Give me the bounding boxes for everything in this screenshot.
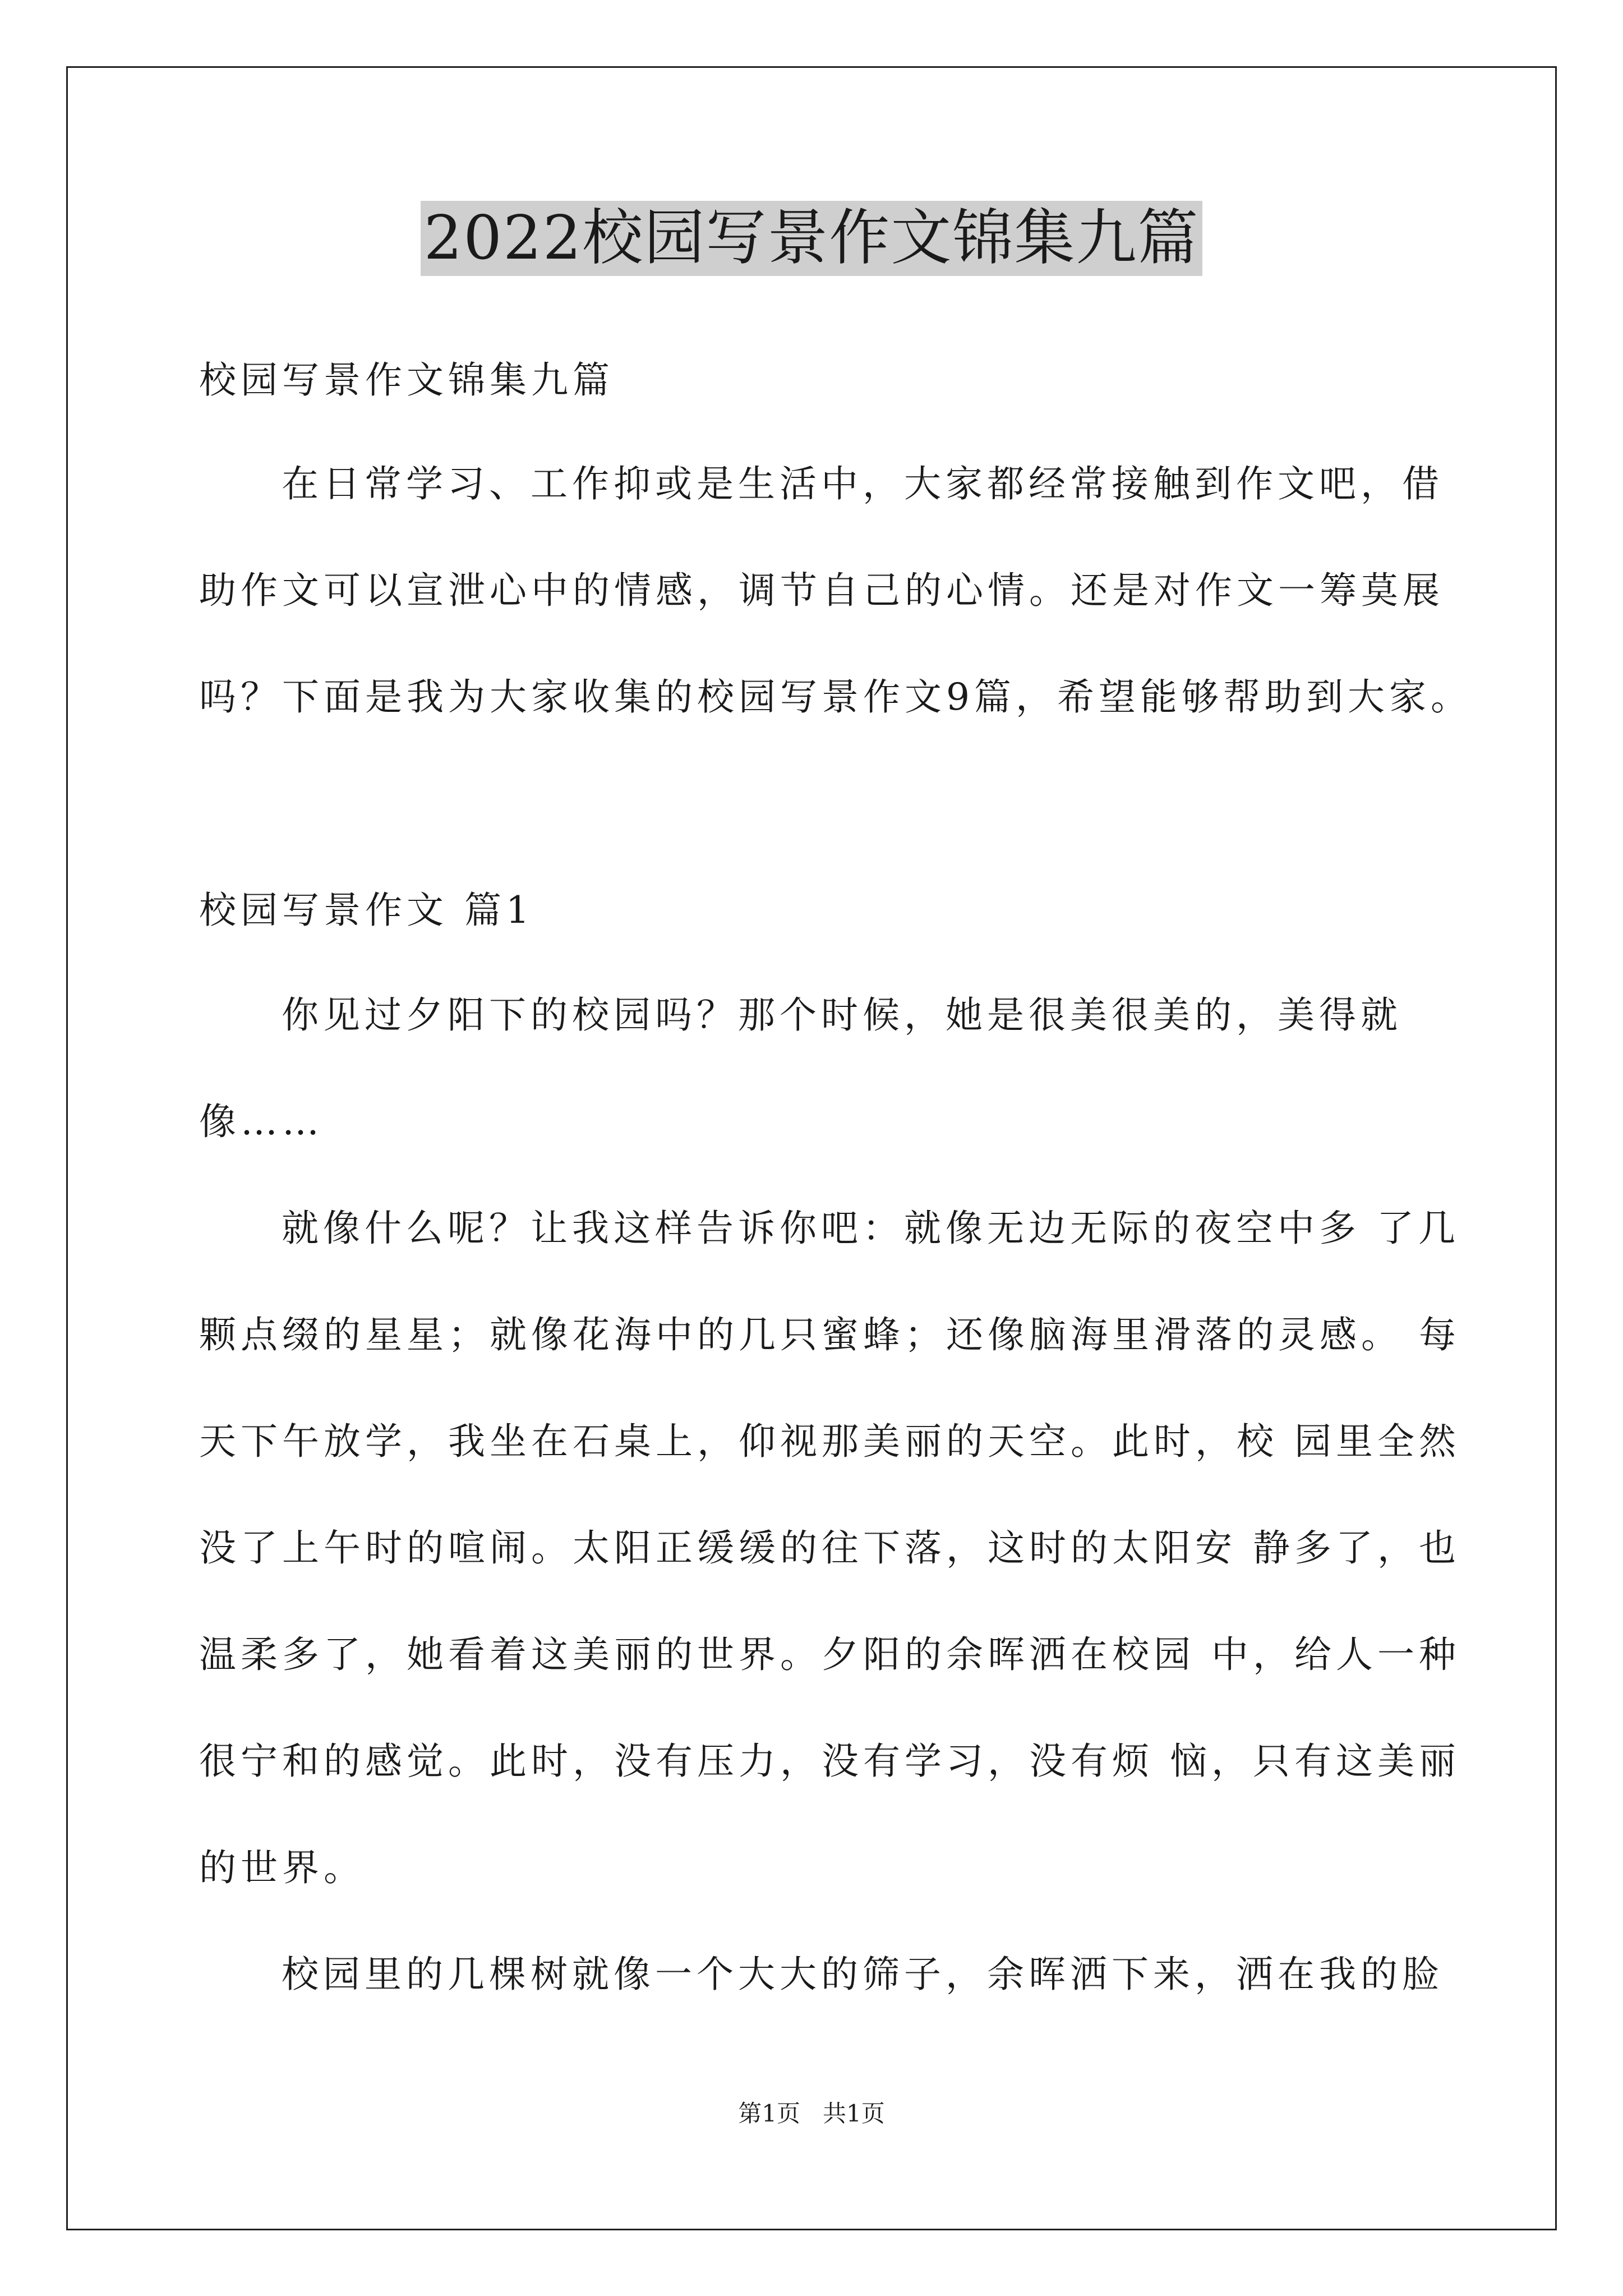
title-container [0, 201, 1623, 276]
paragraph-line: 温柔多了，她看着这美丽的世界。夕阳的余晖洒在校园 中，给人一种 [199, 1633, 1460, 1676]
paragraph-line: 像…… [199, 1100, 324, 1143]
paragraph-line: 天下午放学，我坐在石桌上，仰视那美丽的天空。此时，校 园里全然 [199, 1420, 1460, 1463]
paragraph-line: 校园里的几棵树就像一个大大的筛子，余晖洒下来，洒在我的脸 [282, 1953, 1444, 1996]
paragraph-line: 颗点缀的星星；就像花海中的几只蜜蜂；还像脑海里滑落的灵感。 每 [199, 1313, 1460, 1356]
subtitle-line: 校园写景作文锦集九篇 [199, 358, 614, 402]
paragraph-line: 在日常学习、工作抑或是生活中，大家都经常接触到作文吧，借 [282, 462, 1444, 505]
paragraph-line: 的世界。 [199, 1846, 365, 1889]
paragraph-line: 助作文可以宣泄心中的情感，调节自己的心情。还是对作文一筹莫展 [199, 569, 1444, 612]
paragraph-line: 吗？下面是我为大家收集的校园写景作文9篇，希望能够帮助到大家。 [199, 675, 1472, 719]
paragraph-line: 很宁和的感觉。此时，没有压力，没有学习，没有烦 恼，只有这美丽 [199, 1740, 1460, 1783]
page-footer: 第1页 共1页 [738, 2100, 885, 2127]
section-heading: 校园写景作文 篇1 [199, 889, 534, 932]
paragraph-line: 没了上午时的喧闹。太阳正缓缓的往下落，这时的太阳安 静多了，也 [199, 1526, 1460, 1570]
paragraph-line: 你见过夕阳下的校园吗？那个时候，她是很美很美的，美得就 [282, 993, 1402, 1037]
paragraph-line: 就像什么呢？让我这样告诉你吧：就像无边无际的夜空中多 了几 [282, 1207, 1460, 1250]
document-title: 2022校园写景作文锦集九篇 [421, 201, 1203, 276]
